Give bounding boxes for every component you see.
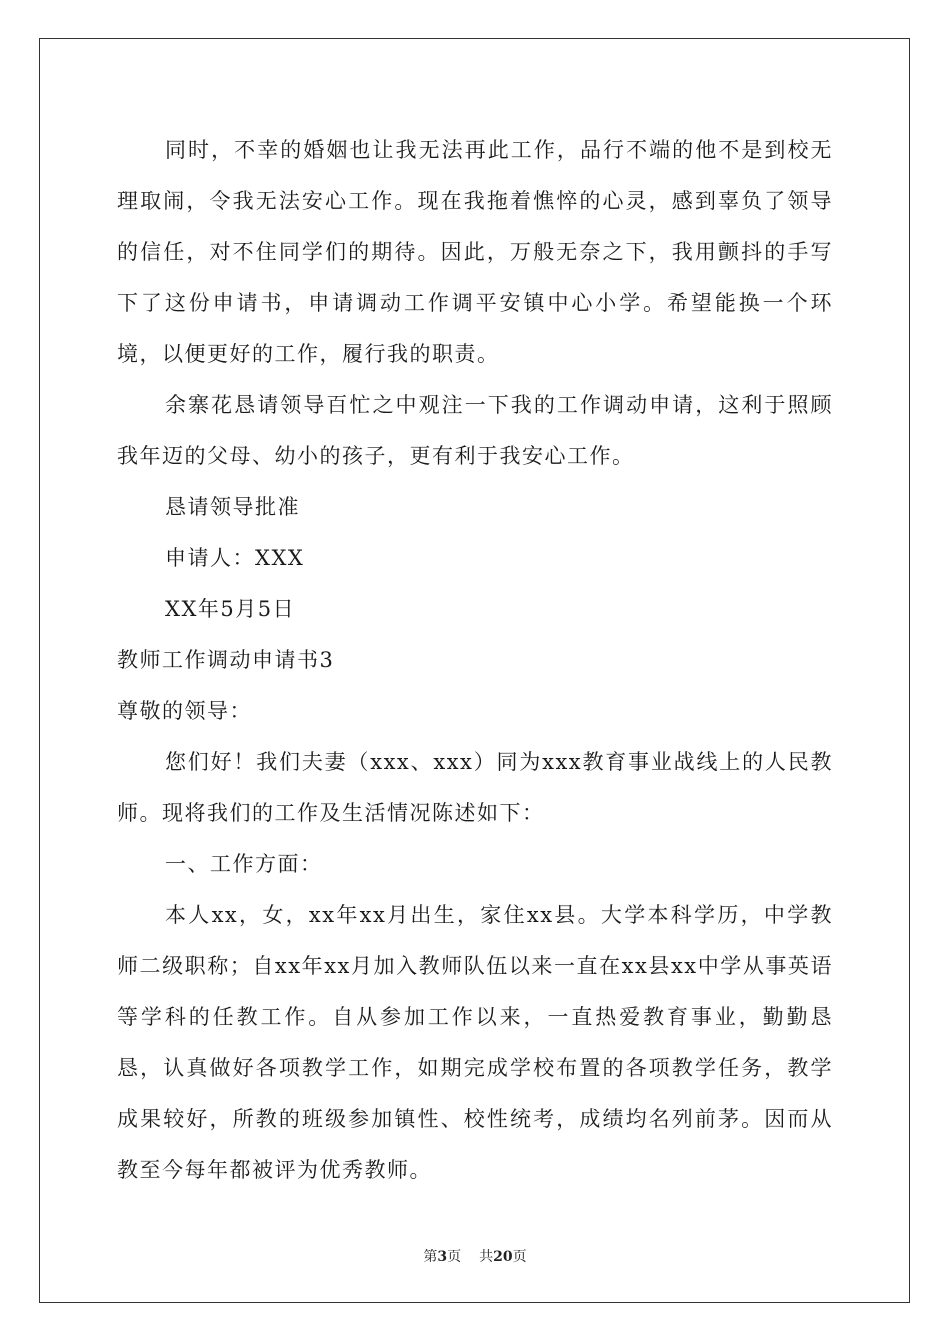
subheading-work: 一、工作方面： <box>165 852 323 876</box>
total-suffix: 页 <box>512 1249 527 1265</box>
paragraph-8: 您们好！我们夫妻（xxx、xxx）同为xxx教育事业战线上的人民教师。现将我们的工作及生活情况陈述如下： <box>117 750 833 825</box>
paragraph-2: 余寨花恳请领导百忙之中观注一下我的工作调动申请，这利于照顾我年迈的父母、幼小的孩子，更有利于我安心工作。 <box>117 393 833 468</box>
page-suffix: 页 <box>447 1249 462 1265</box>
document-body <box>117 125 833 1196</box>
page-total: 20 <box>493 1249 513 1265</box>
paragraph-1: 同时，不幸的婚姻也让我无法再此工作，品行不端的他不是到校无理取闹，令我无法安心工作。现在我拖着憔悴的心灵，感到辜负了领导的信任，对不住同学们的期待。因此，万般无奈之下，我用颤抖的手写下了这份申请书，申请调动工作调平安镇中心小学。希望能换一个环境，以便更好的工作，履行我的职责。 <box>117 138 833 366</box>
paragraph-10: 本人xx，女，xx年xx月出生，家住xx县。大学本科学历，中学教师二级职称；自xx年xx月加入教师队伍以来一直在xx县xx中学从事英语等学科的任教工作。自从参加工作以来，一直热爱教育事业，勤勤恳恳，认真做好各项教学工作，如期完成学校布置的各项教学任务，教学成果较好，所教的班级参加镇性、校性统考，成绩均名列前茅。因而从教至今每年都被评为优秀教师。 <box>117 903 833 1182</box>
page-footer <box>0 1246 950 1266</box>
applicant-line: 申请人：XXX <box>165 546 305 570</box>
date-line: XX年5月5日 <box>165 597 296 621</box>
section-title: 教师工作调动申请书3 <box>117 648 335 672</box>
salutation: 尊敬的领导： <box>117 699 252 723</box>
paragraph-3: 恳请领导批准 <box>165 495 300 519</box>
total-prefix: 共 <box>479 1249 494 1265</box>
page-prefix: 第 <box>423 1249 438 1265</box>
page-current: 3 <box>437 1249 448 1265</box>
